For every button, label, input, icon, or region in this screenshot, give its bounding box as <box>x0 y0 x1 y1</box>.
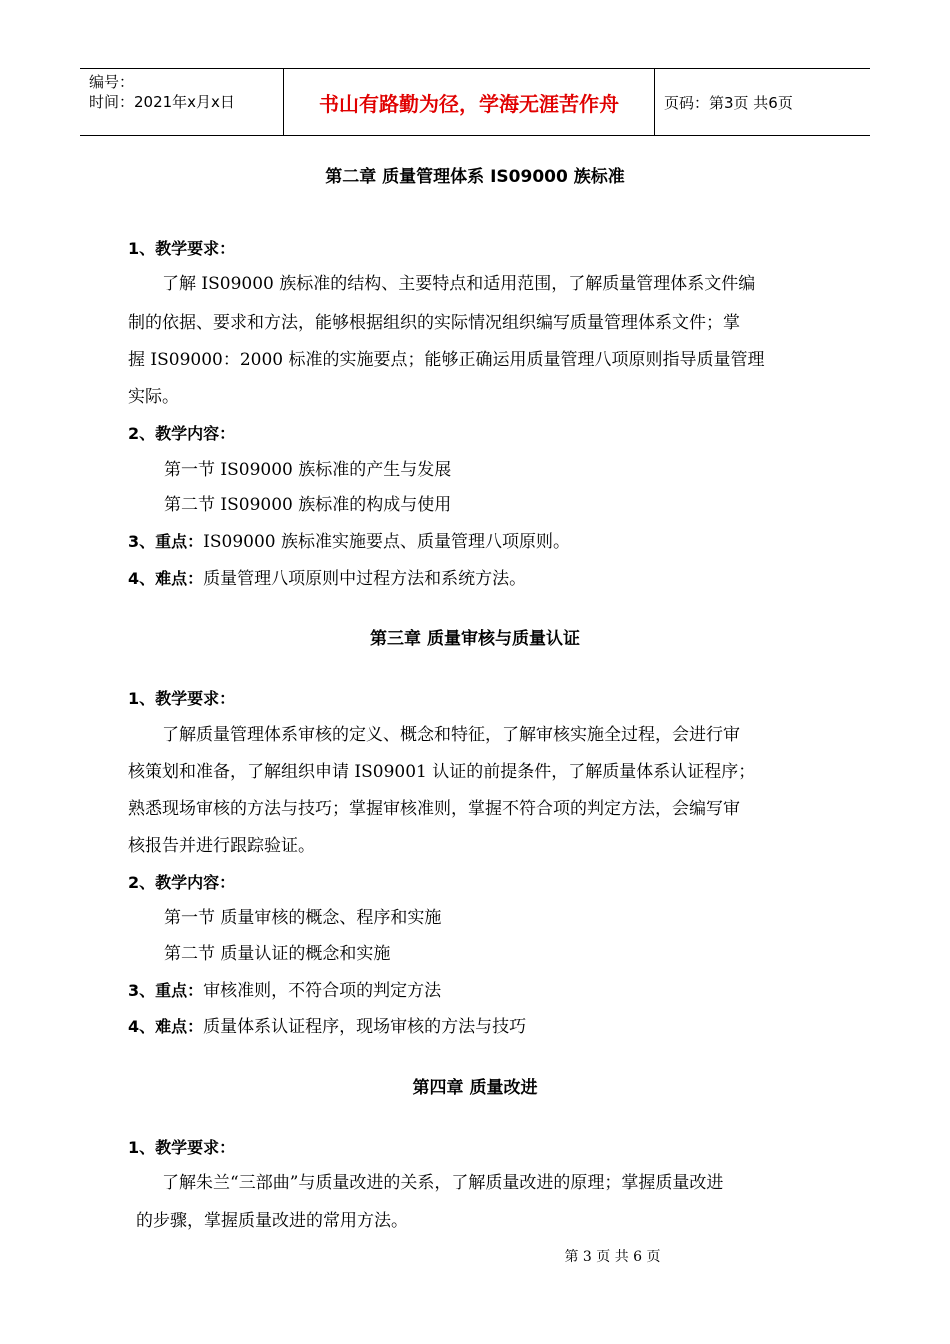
page-header <box>80 68 870 136</box>
chapter3-key-text: 审核准则，不符合项的判定方法 <box>203 981 442 1001</box>
chapter2-difficulties <box>128 564 526 589</box>
chapter2-req-line: 制的依据、要求和方法，能够根据组织的实际情况组织编写质量管理体系文件；掌 <box>128 313 740 333</box>
chapter4-req-line: 了解朱兰“三部曲”与质量改进的关系，了解质量改进的原理；掌握质量改进 <box>162 1173 724 1193</box>
footer-page-number: 第 3 页 共 6 页 <box>564 1249 661 1265</box>
chapter3-req-line: 了解质量管理体系审核的定义、概念和特征，了解审核实施全过程，会进行审 <box>162 725 740 745</box>
chapter2-section: 第二节 IS09000 族标准的构成与使用 <box>164 495 452 515</box>
chapter3-requirements-heading: 1、教学要求： <box>128 689 236 708</box>
chapter2-req-line: 实际。 <box>128 387 179 407</box>
chapter2-title: 第二章 质量管理体系 IS09000 族标准 <box>325 167 625 187</box>
chapter2-section: 第一节 IS09000 族标准的产生与发展 <box>164 460 452 480</box>
header-left-cell <box>80 69 283 135</box>
chapter3-req-line: 核报告并进行跟踪验证。 <box>128 836 315 856</box>
chapter3-content-heading: 2、教学内容： <box>128 873 236 892</box>
chapter2-req-line: 了解 IS09000 族标准的结构、主要特点和适用范围，了解质量管理体系文件编 <box>162 274 756 294</box>
number-label: 编号： <box>89 73 135 91</box>
chapter3-section: 第二节 质量认证的概念和实施 <box>164 944 391 964</box>
chapter3-diff-label: 4、难点： <box>128 1017 204 1036</box>
chapter3-title: 第三章 质量审核与质量认证 <box>370 629 580 649</box>
chapter4-title: 第四章 质量改进 <box>412 1078 538 1098</box>
chapter2-requirements-heading: 1、教学要求： <box>128 239 236 258</box>
chapter3-key-points <box>128 976 441 1001</box>
time-label: 时间：2021年x月x日 <box>89 93 235 111</box>
chapter3-req-line: 核策划和准备，了解组织申请 IS09001 认证的前提条件，了解质量体系认证程序； <box>128 762 756 782</box>
chapter2-key-points <box>128 527 570 552</box>
chapter4-req-line: 的步骤，掌握质量改进的常用方法。 <box>136 1211 408 1231</box>
chapter4-requirements-heading: 1、教学要求： <box>128 1138 236 1157</box>
page-footer <box>0 1246 950 1266</box>
header-motto: 书山有路勤为径，学海无涯苦作舟 <box>283 69 655 135</box>
chapter3-difficulties <box>128 1012 526 1037</box>
chapter2-req-line: 握 IS09000：2000 标准的实施要点；能够正确运用质量管理八项原则指导质量管理 <box>128 350 765 370</box>
chapter2-content-heading: 2、教学内容： <box>128 424 236 443</box>
chapter3-req-line: 熟悉现场审核的方法与技巧；掌握审核准则，掌握不符合项的判定方法，会编写审 <box>128 799 740 819</box>
chapter2-key-label: 3、重点： <box>128 532 204 551</box>
chapter2-key-text: IS09000 族标准实施要点、质量管理八项原则。 <box>203 532 570 552</box>
chapter3-diff-text: 质量体系认证程序，现场审核的方法与技巧 <box>203 1017 527 1037</box>
chapter2-diff-text: 质量管理八项原则中过程方法和系统方法。 <box>203 569 527 589</box>
header-page-code: 页码：第3页 共6页 <box>664 93 793 112</box>
chapter3-section: 第一节 质量审核的概念、程序和实施 <box>164 908 442 928</box>
chapter2-diff-label: 4、难点： <box>128 569 204 588</box>
chapter3-key-label: 3、重点： <box>128 981 204 1000</box>
